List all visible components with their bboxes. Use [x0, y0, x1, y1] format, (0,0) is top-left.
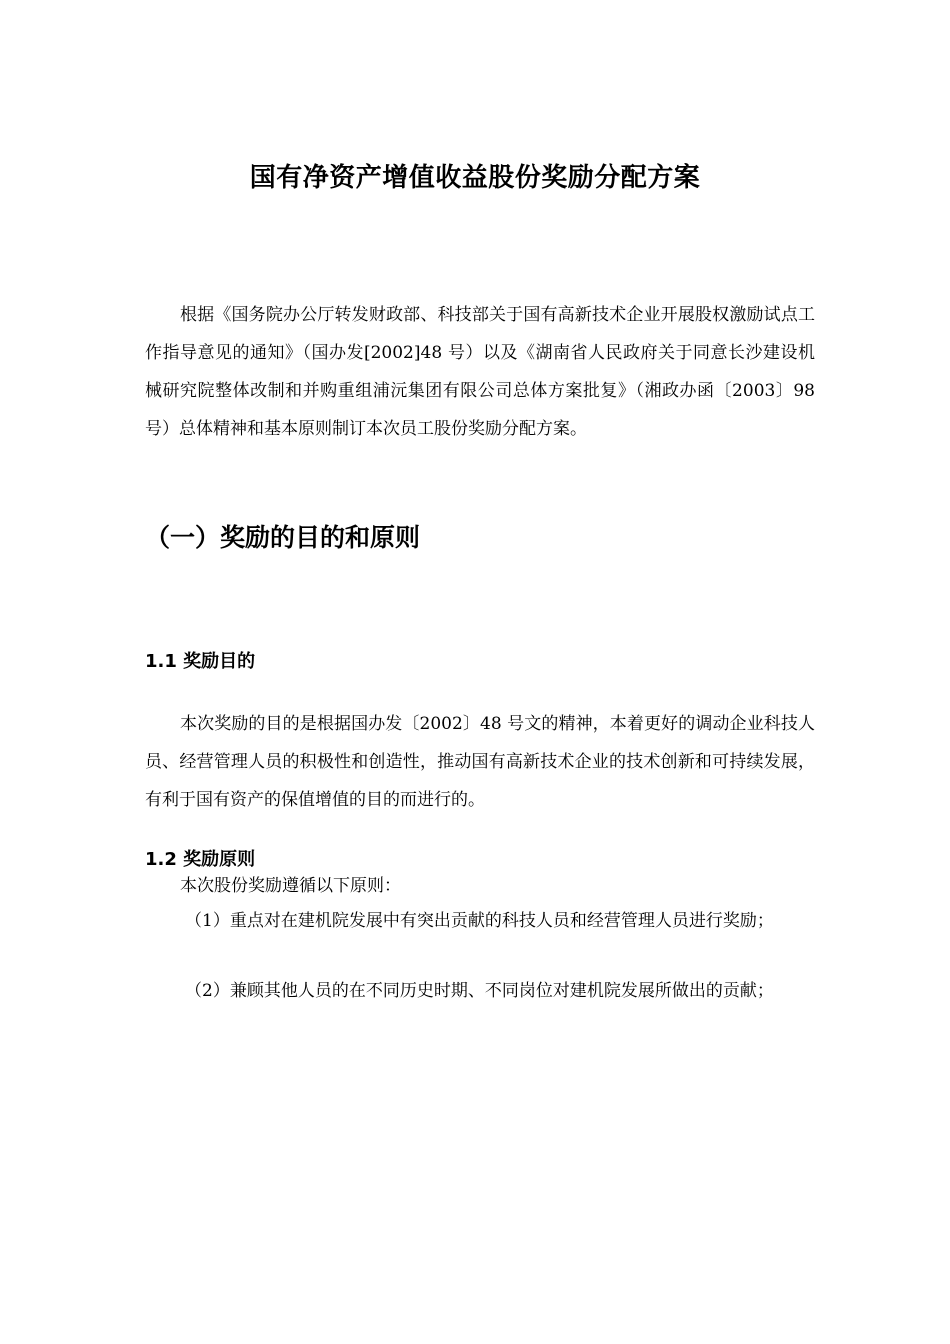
section-heading: （一）奖励的目的和原则 [145, 523, 421, 552]
principles-intro: 本次股份奖励遵循以下原则： [180, 876, 401, 896]
subsection-heading-purpose: 1.1 奖励目的 [145, 651, 256, 672]
intro-paragraph: 根据《国务院办公厅转发财政部、科技部关于国有高新技术企业开展股权激励试点工作指导意见的通知》（国办发[2002]48 号）以及《湖南省人民政府关于同意长沙建设机械研究院整体改制和并购重组浦沅集团有限公司总体方案批复》（湘政办函〔2003〕98 号）总体精神和基本原则制订本次员工股份奖励分配方案。 [145, 305, 815, 439]
subsection-heading-principles: 1.2 奖励原则 [145, 849, 256, 870]
principle-item: （1）重点对在建机院发展中有突出贡献的科技人员和经营管理人员进行奖励； [185, 911, 774, 931]
purpose-paragraph: 本次奖励的目的是根据国办发〔2002〕48 号文的精神，本着更好的调动企业科技人员、经营管理人员的积极性和创造性，推动国有高新技术企业的技术创新和可持续发展，有利于国有资产的保值增值的目的而进行的。 [145, 714, 815, 810]
principle-item: （2）兼顾其他人员的在不同历史时期、不同岗位对建机院发展所做出的贡献； [185, 981, 774, 1001]
document-title: 国有净资产增值收益股份奖励分配方案 [249, 163, 701, 193]
